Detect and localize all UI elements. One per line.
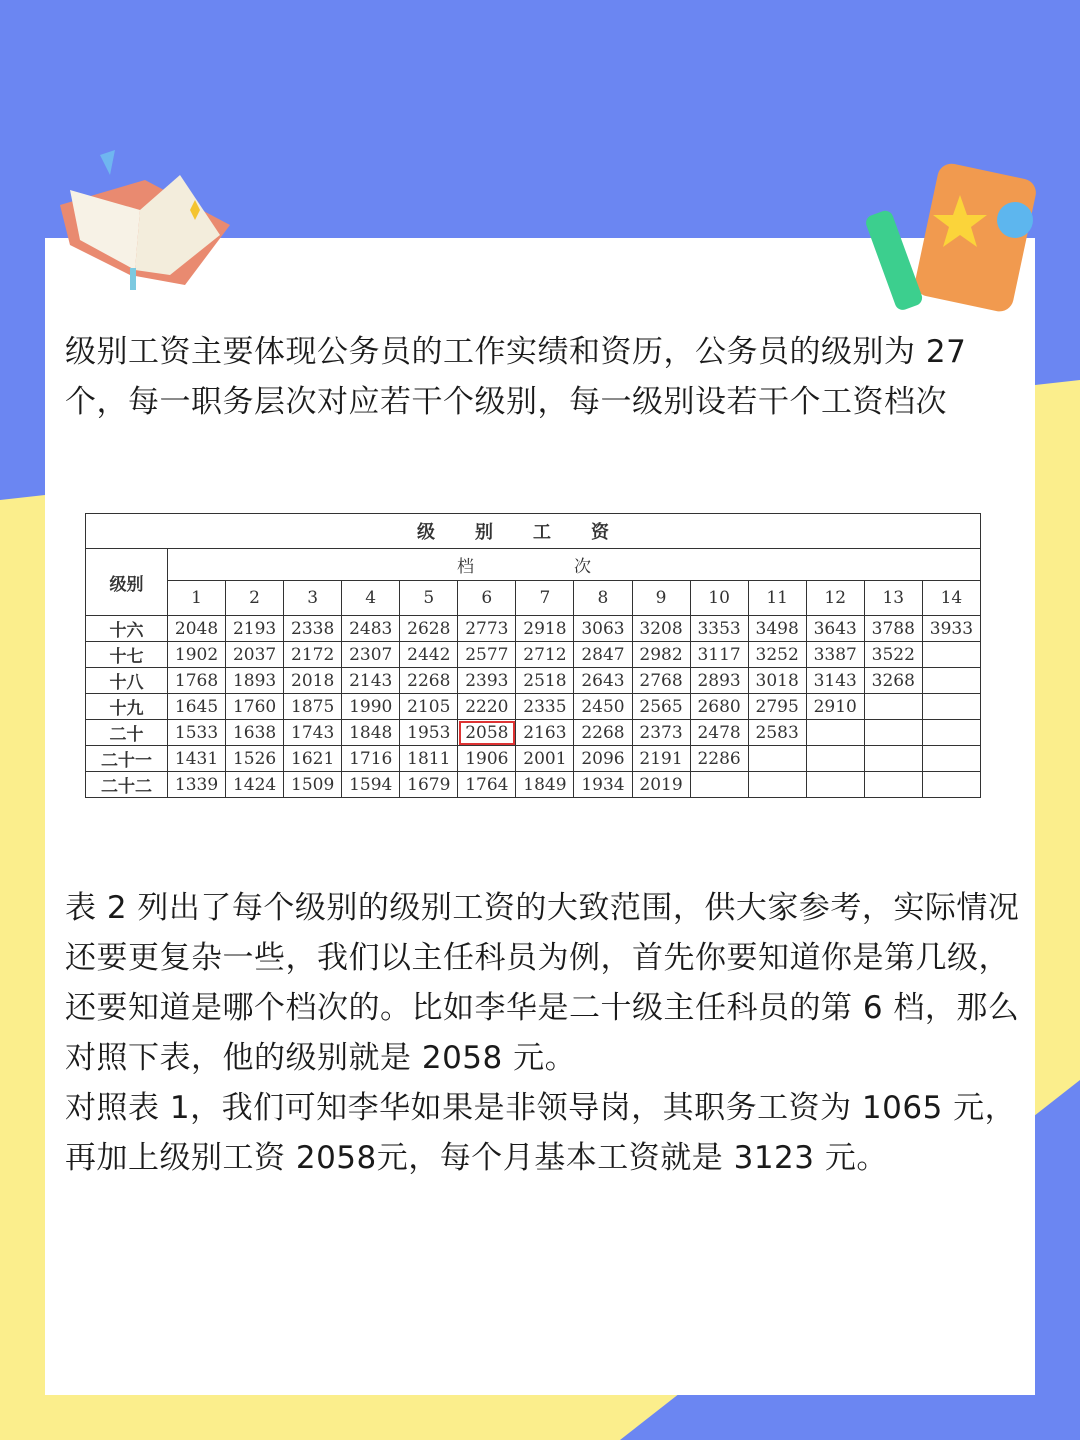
salary-cell: 3498 [748,616,806,642]
salary-table [85,513,981,798]
column-header: 5 [400,581,458,616]
salary-cell [864,772,922,798]
paper-plane-icon [100,150,115,175]
salary-cell: 1849 [516,772,574,798]
salary-cell [864,720,922,746]
level-label: 十六 [86,616,168,642]
table-row [86,694,981,720]
salary-cell: 1533 [168,720,226,746]
salary-cell: 2680 [690,694,748,720]
salary-cell: 1645 [168,694,226,720]
salary-cell: 2577 [458,642,516,668]
salary-cell: 1743 [284,720,342,746]
salary-cell: 1811 [400,746,458,772]
table-row [86,772,981,798]
salary-cell [864,694,922,720]
salary-cell: 2105 [400,694,458,720]
salary-cell: 2220 [458,694,516,720]
salary-cell: 2096 [574,746,632,772]
paragraph-example: 表 2 列出了每个级别的级别工资的大致范围，供大家参考，实际情况还要更复杂一些，我们以主任科员为例，首先你要知道你是第几级，还要知道是哪个档次的。比如李华是二十级主任科员的第 6 档，那么对照下表，他的级别就是 2058 元。 [65,890,1020,1076]
column-header: 9 [632,581,690,616]
salary-cell: 2268 [400,668,458,694]
salary-cell [922,668,980,694]
salary-cell [922,772,980,798]
table-row [86,642,981,668]
column-header: 12 [806,581,864,616]
salary-cell: 2001 [516,746,574,772]
salary-cell [806,772,864,798]
column-header: 8 [574,581,632,616]
column-header: 10 [690,581,748,616]
salary-cell: 2286 [690,746,748,772]
salary-cell: 1990 [342,694,400,720]
pencil-icon [865,209,924,313]
salary-cell: 3353 [690,616,748,642]
salary-cell: 2335 [516,694,574,720]
salary-cell: 2191 [632,746,690,772]
highlighted-salary-cell: 2058 [458,720,516,746]
salary-cell: 2019 [632,772,690,798]
table-row [86,746,981,772]
salary-cell: 1760 [226,694,284,720]
salary-cell: 1621 [284,746,342,772]
salary-cell: 3522 [864,642,922,668]
open-book-icon [55,150,245,300]
salary-cell: 2172 [284,642,342,668]
table-row [86,668,981,694]
salary-cell: 1509 [284,772,342,798]
salary-cell: 2193 [226,616,284,642]
salary-cell: 2048 [168,616,226,642]
column-group-header: 档次 [168,549,981,581]
column-header: 3 [284,581,342,616]
table-row [86,616,981,642]
column-header: 2 [226,581,284,616]
column-header: 14 [922,581,980,616]
salary-cell: 3063 [574,616,632,642]
salary-cell: 3643 [806,616,864,642]
salary-cell [806,720,864,746]
salary-cell: 2918 [516,616,574,642]
salary-cell: 1679 [400,772,458,798]
row-header: 级别 [86,549,168,616]
salary-cell: 1934 [574,772,632,798]
salary-cell: 1638 [226,720,284,746]
salary-cell: 2565 [632,694,690,720]
salary-cell: 2795 [748,694,806,720]
salary-cell: 3387 [806,642,864,668]
salary-cell: 3252 [748,642,806,668]
salary-cell: 2373 [632,720,690,746]
salary-cell: 1424 [226,772,284,798]
column-header: 11 [748,581,806,616]
salary-cell: 3788 [864,616,922,642]
salary-cell: 2037 [226,642,284,668]
column-header: 1 [168,581,226,616]
salary-cell: 1906 [458,746,516,772]
salary-cell [922,746,980,772]
salary-cell: 1431 [168,746,226,772]
salary-cell: 1526 [226,746,284,772]
salary-cell: 2643 [574,668,632,694]
salary-cell: 2268 [574,720,632,746]
salary-cell: 3018 [748,668,806,694]
salary-cell: 1716 [342,746,400,772]
level-label: 十七 [86,642,168,668]
salary-cell: 1768 [168,668,226,694]
paragraph-calculation: 对照表 1，我们可知李华如果是非领导岗，其职务工资为 1065 元，再加上级别工资 2058元，每个月基本工资就是 3123 元。 [65,1090,1017,1176]
level-label: 二十一 [86,746,168,772]
salary-cell: 1902 [168,642,226,668]
salary-cell: 2982 [632,642,690,668]
salary-cell [748,746,806,772]
salary-cell [864,746,922,772]
salary-cell: 1764 [458,772,516,798]
salary-cell: 2442 [400,642,458,668]
table-row [86,720,981,746]
salary-cell: 3117 [690,642,748,668]
table-title: 级别工资 [86,514,981,549]
column-header: 7 [516,581,574,616]
salary-cell: 2893 [690,668,748,694]
salary-cell: 1339 [168,772,226,798]
salary-cell: 1848 [342,720,400,746]
salary-cell: 2910 [806,694,864,720]
salary-cell [748,772,806,798]
salary-cell [922,694,980,720]
column-header: 4 [342,581,400,616]
salary-cell: 1594 [342,772,400,798]
salary-cell: 1893 [226,668,284,694]
salary-cell: 2583 [748,720,806,746]
salary-cell: 3933 [922,616,980,642]
salary-cell: 2628 [400,616,458,642]
salary-cell: 2018 [284,668,342,694]
salary-cell [806,746,864,772]
salary-cell [922,642,980,668]
salary-cell: 2393 [458,668,516,694]
column-header: 13 [864,581,922,616]
salary-cell: 2338 [284,616,342,642]
salary-cell: 2518 [516,668,574,694]
salary-cell: 2478 [690,720,748,746]
salary-cell: 2450 [574,694,632,720]
salary-cell: 2773 [458,616,516,642]
explanation-paragraph [65,883,1025,1183]
column-header: 6 [458,581,516,616]
notebook-star-icon [865,160,1045,320]
salary-cell: 3268 [864,668,922,694]
salary-cell: 1953 [400,720,458,746]
salary-cell: 2163 [516,720,574,746]
salary-cell: 3208 [632,616,690,642]
salary-cell: 3143 [806,668,864,694]
salary-cell: 2143 [342,668,400,694]
level-label: 十九 [86,694,168,720]
salary-cell: 1875 [284,694,342,720]
salary-cell: 2483 [342,616,400,642]
level-label: 二十二 [86,772,168,798]
salary-cell [922,720,980,746]
salary-cell: 2307 [342,642,400,668]
salary-cell: 2768 [632,668,690,694]
level-label: 十八 [86,668,168,694]
intro-paragraph: 级别工资主要体现公务员的工作实绩和资历，公务员的级别为 27 个，每一职务层次对应若干个级别，每一级别设若干个工资档次 [65,334,967,420]
level-label: 二十 [86,720,168,746]
salary-cell: 2712 [516,642,574,668]
salary-cell [690,772,748,798]
salary-cell: 2847 [574,642,632,668]
